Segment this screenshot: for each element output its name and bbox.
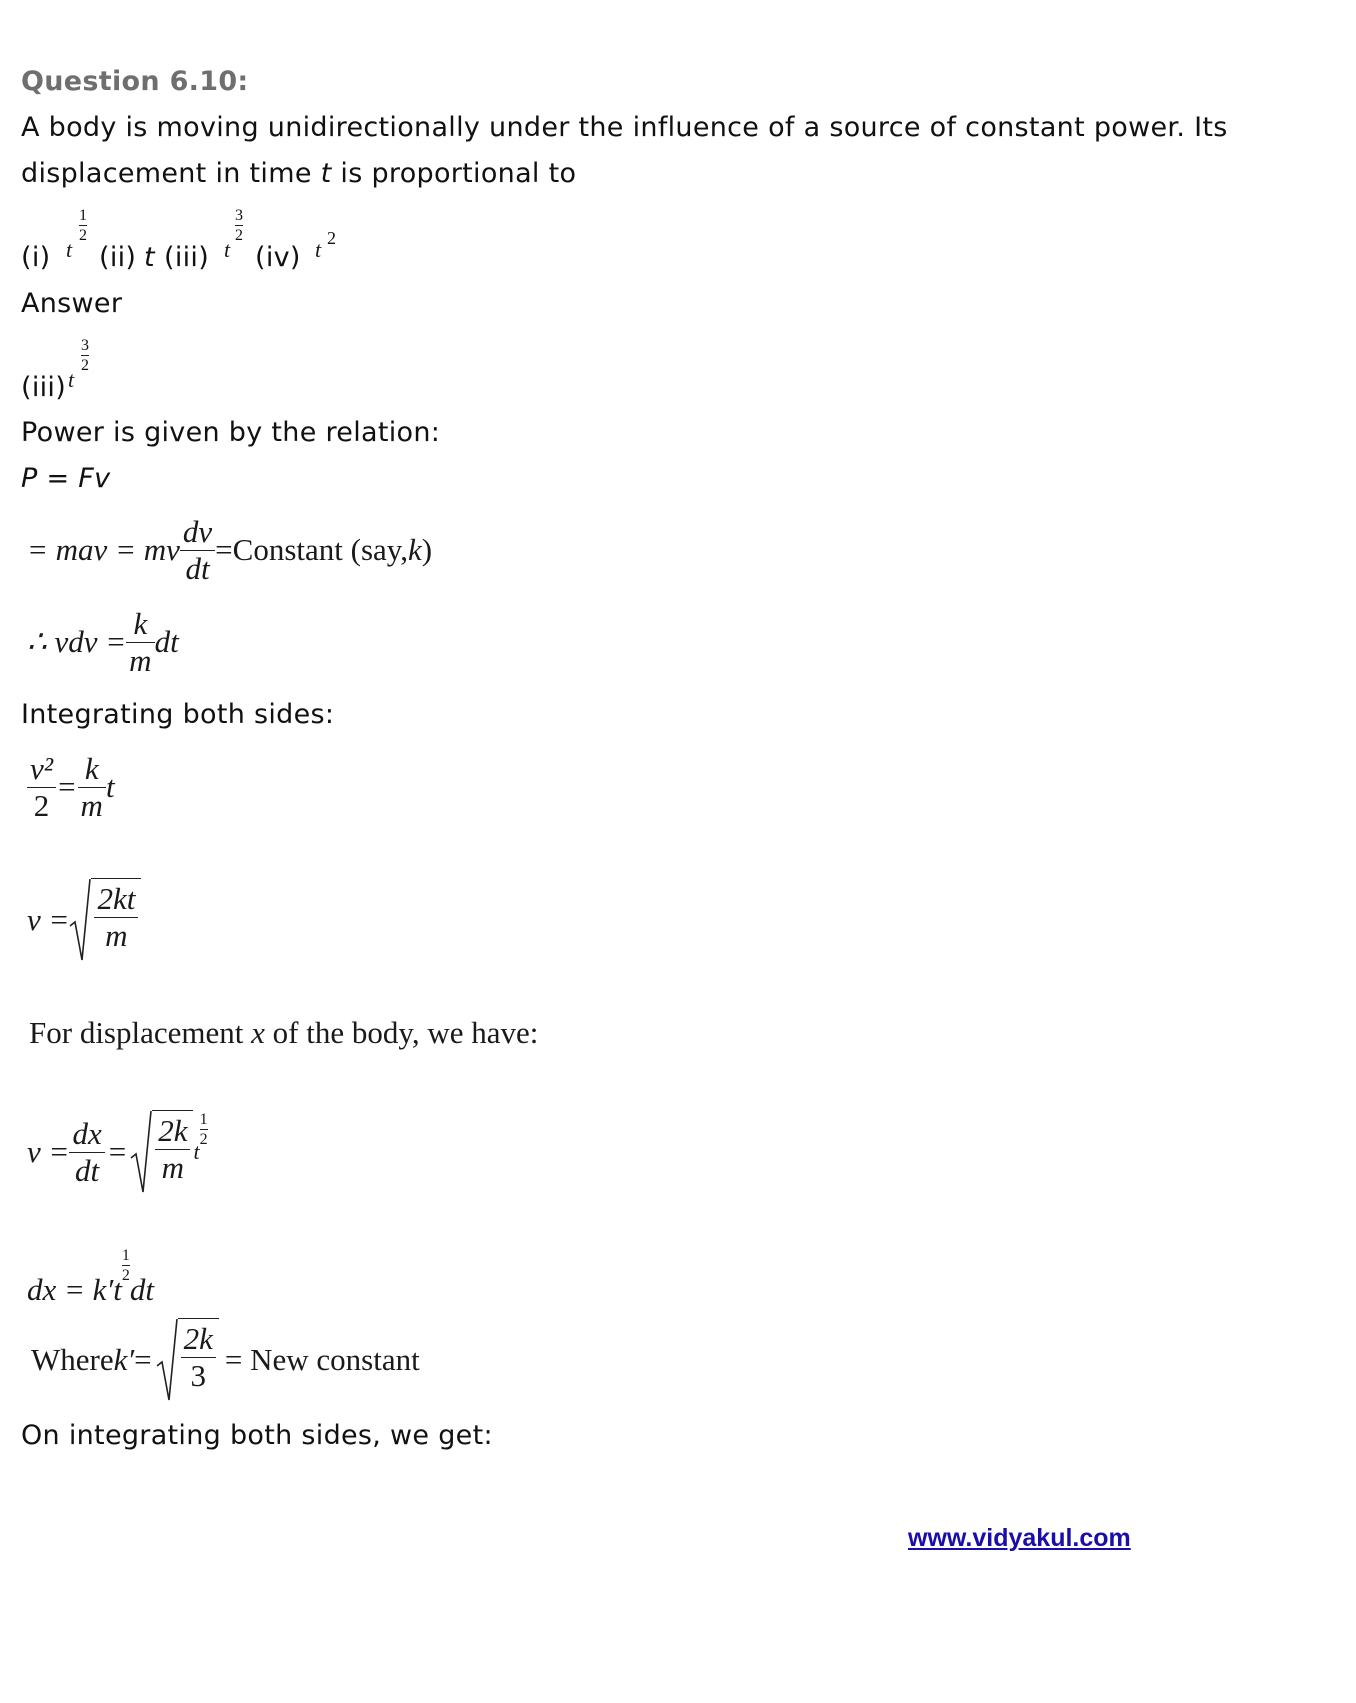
equation-power-constant	[27, 510, 432, 590]
power-equation: P = Fv	[21, 463, 111, 494]
eq3-t: t	[105, 769, 115, 804]
eq2-num: k	[133, 605, 148, 641]
option-ii-label: (ii)	[99, 242, 137, 273]
eq5-rden: m	[161, 1150, 185, 1185]
eq6-exponent	[122, 1248, 130, 1283]
option-iv-exponent: 2	[327, 228, 336, 248]
option-iv-label: (iv)	[255, 242, 301, 273]
integrating-text: Integrating both sides:	[21, 699, 335, 730]
equation-velocity-sqrt	[27, 878, 141, 962]
eq2-den: m	[129, 642, 152, 678]
equation-vdv	[27, 602, 179, 682]
question-text-line2	[21, 158, 576, 189]
power-relation-text: Power is given by the relation:	[21, 417, 441, 448]
eq5-rnum: 2k	[158, 1113, 188, 1148]
question-text-line2-pre: displacement in time	[21, 158, 321, 189]
eq1-suffix: =Constant (say,	[215, 532, 408, 567]
where-eq: =	[134, 1342, 152, 1377]
displacement-var: x	[251, 1015, 265, 1050]
eq5-t: t	[193, 1139, 200, 1164]
option-iii-exponent	[235, 208, 243, 243]
eq6-suffix: dt	[129, 1272, 154, 1307]
eq2-suffix: dt	[154, 624, 179, 659]
displacement-text	[29, 1015, 538, 1051]
vidyakul-link[interactable]: www.vidyakul.com	[908, 1524, 1131, 1552]
displacement-text-post: of the body, we have:	[264, 1015, 539, 1050]
eq3-lden: 2	[33, 787, 50, 823]
eq2-fraction	[126, 606, 154, 679]
eq5-exp-den: 2	[199, 1131, 208, 1148]
equation-dx-kt	[27, 1248, 154, 1308]
on-integrating-text: On integrating both sides, we get:	[21, 1420, 493, 1451]
option-iii-exp-num: 3	[235, 207, 243, 224]
question-text-line2-post: is proportional to	[331, 158, 577, 189]
answer-exp-den: 2	[81, 357, 89, 374]
eq4-prefix: v =	[27, 902, 70, 937]
option-iii-label: (iii)	[164, 242, 210, 273]
eq4-num: 2kt	[97, 881, 136, 916]
eq3-rnum: k	[84, 750, 99, 786]
eq3-right-fraction	[78, 751, 106, 824]
eq5-den: dt	[75, 1152, 100, 1188]
option-i-label: (i)	[21, 242, 51, 273]
answer-exp-num: 3	[81, 337, 89, 354]
equation-v-squared	[27, 745, 115, 829]
option-i-exp-num: 1	[79, 207, 87, 224]
option-i-exponent	[79, 208, 87, 243]
eq5-prefix: v =	[27, 1134, 70, 1169]
eq4-sqrt	[69, 878, 141, 962]
eq3-rden: m	[80, 787, 103, 823]
eq6-exp-num: 1	[121, 1247, 130, 1264]
eq5-exponent	[200, 1112, 208, 1147]
eq6-prefix: dx = k′t	[27, 1272, 122, 1307]
where-num: 2k	[183, 1321, 213, 1356]
question-time-var: t	[320, 158, 332, 189]
displacement-text-pre: For displacement	[29, 1015, 252, 1050]
options-row	[21, 205, 421, 275]
option-i-base: t	[66, 237, 73, 262]
option-ii-value: t	[144, 242, 155, 273]
option-iii-exp-den: 2	[235, 227, 243, 244]
eq1-close: )	[421, 532, 433, 567]
eq5-num: dx	[72, 1115, 102, 1151]
eq1-den: dt	[185, 550, 210, 586]
equation-new-constant	[31, 1318, 420, 1402]
eq1-fraction	[180, 514, 215, 587]
option-i-exp-den: 2	[79, 227, 87, 244]
where-sqrt	[156, 1318, 219, 1402]
option-iv-base: t	[315, 237, 322, 262]
eq3-lnum: v²	[30, 750, 54, 786]
answer-heading: Answer	[21, 288, 123, 319]
eq5-fraction	[69, 1116, 104, 1189]
where-suffix: = New constant	[224, 1342, 420, 1377]
eq1-k: k	[408, 532, 422, 567]
question-title: Question 6.10:	[21, 66, 249, 97]
where-k: k′	[113, 1342, 135, 1377]
eq6-exp-den: 2	[121, 1267, 130, 1284]
eq5-sqrt	[130, 1110, 193, 1194]
answer-choice	[21, 335, 221, 405]
eq2-prefix: ∴ vdv =	[27, 624, 127, 659]
equation-dx-dt	[27, 1110, 208, 1194]
eq3-equals: =	[58, 769, 76, 804]
eq5-equals: =	[108, 1134, 127, 1169]
answer-choice-label: (iii)	[21, 372, 67, 403]
option-iii-base: t	[224, 237, 231, 262]
eq1-prefix: = mav = mv	[27, 532, 180, 567]
question-text-line1: A body is moving unidirectionally under the influence of a source of constant power. Its	[21, 112, 1228, 143]
answer-choice-base: t	[68, 367, 75, 392]
eq5-exp-num: 1	[199, 1111, 208, 1128]
answer-choice-exponent	[81, 338, 89, 373]
where-den: 3	[190, 1358, 207, 1393]
eq3-left-fraction	[27, 751, 56, 824]
eq4-den: m	[105, 918, 128, 953]
where-prefix: Where	[31, 1342, 114, 1377]
eq1-num: dv	[182, 513, 213, 549]
